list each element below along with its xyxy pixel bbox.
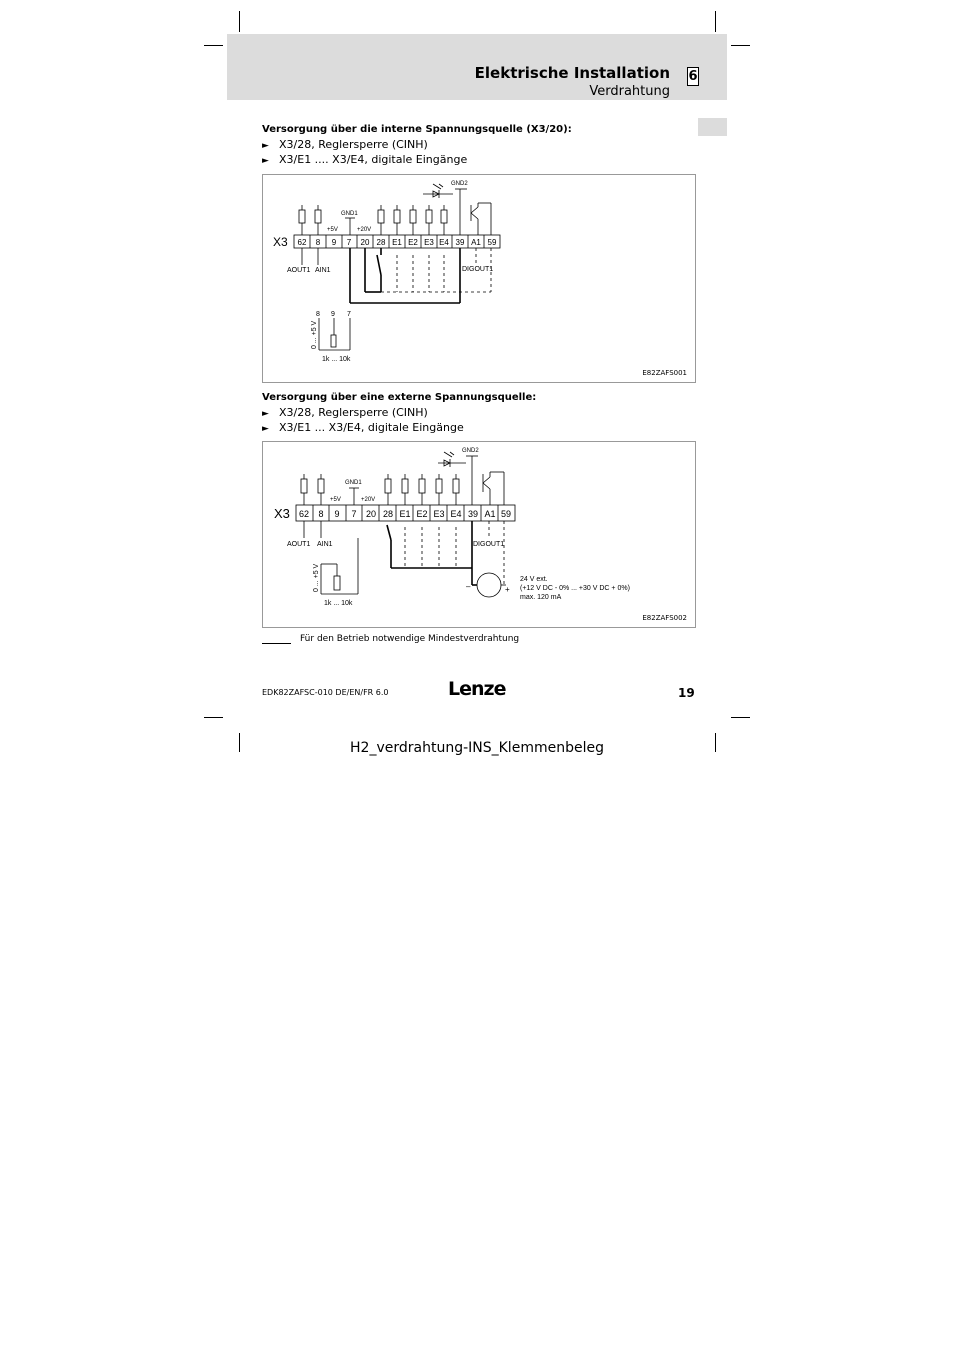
pot-range: 1k ... 10k bbox=[324, 600, 353, 607]
crop-mark bbox=[731, 45, 750, 46]
label-aout1: AOUT1 bbox=[287, 541, 311, 548]
terminal-label: 8 bbox=[318, 509, 324, 519]
terminal-label: 7 bbox=[346, 238, 352, 247]
terminal-label: E3 bbox=[433, 509, 445, 519]
label-gnd1: GND1 bbox=[341, 211, 358, 217]
supply-minus: – bbox=[466, 582, 471, 591]
section2-bullet-1: ► X3/28, Reglersperre (CINH) bbox=[262, 406, 428, 419]
terminal-label: 59 bbox=[500, 509, 512, 519]
terminal-label: E4 bbox=[439, 238, 449, 247]
connector-label: X3 bbox=[274, 506, 290, 521]
label-digout1: DIGOUT1 bbox=[462, 266, 494, 273]
file-label: H2_verdrahtung-INS_Klemmenbeleg bbox=[350, 740, 604, 756]
label-plus20v: +20V bbox=[361, 497, 376, 503]
crop-mark bbox=[204, 45, 223, 46]
terminal-label: 8 bbox=[315, 238, 321, 247]
label-ain1: AIN1 bbox=[315, 267, 331, 274]
label-gnd2: GND2 bbox=[451, 181, 468, 187]
terminal-label: E1 bbox=[392, 238, 402, 247]
terminal-label: 20 bbox=[360, 238, 370, 247]
terminal-label: E1 bbox=[399, 509, 411, 519]
connector-label: X3 bbox=[273, 235, 288, 249]
terminal-diagram-internal bbox=[263, 175, 695, 382]
section2-bullet-2: ► X3/E1 ... X3/E4, digitale Eingänge bbox=[262, 421, 464, 434]
bullet-arrow-icon: ► bbox=[262, 424, 269, 434]
chapter-number-badge: 6 bbox=[688, 69, 698, 84]
pot-voltage: 0 ... +5 V bbox=[313, 563, 320, 592]
label-ain1: AIN1 bbox=[317, 541, 333, 548]
label-aout1: AOUT1 bbox=[287, 267, 311, 274]
figure-code: E82ZAFS002 bbox=[642, 614, 687, 622]
label-digout1: DIGOUT1 bbox=[473, 541, 505, 548]
terminal-label: E3 bbox=[424, 238, 434, 247]
section-subtitle: Verdrahtung bbox=[589, 84, 670, 99]
page-number: 19 bbox=[678, 686, 695, 700]
terminal-label: A1 bbox=[471, 238, 481, 247]
bullet-arrow-icon: ► bbox=[262, 141, 269, 151]
label-gnd2: GND2 bbox=[462, 448, 479, 454]
terminal-diagram-external bbox=[263, 442, 695, 627]
pot-terminal: 7 bbox=[347, 311, 351, 318]
terminal-label: 39 bbox=[467, 509, 479, 519]
terminal-label: 9 bbox=[334, 509, 340, 519]
crop-mark bbox=[731, 717, 750, 718]
label-plus5v: +5V bbox=[330, 497, 341, 503]
terminal-label: 62 bbox=[297, 238, 307, 247]
terminal-label: 28 bbox=[376, 238, 386, 247]
terminal-label: 9 bbox=[331, 238, 337, 247]
label-gnd1: GND1 bbox=[345, 480, 362, 486]
terminal-label: 28 bbox=[382, 509, 394, 519]
terminal-label: 59 bbox=[487, 238, 497, 247]
supply-line-1: 24 V ext. bbox=[520, 576, 548, 583]
document-id: EDK82ZAFSC-010 DE/EN/FR 6.0 bbox=[262, 688, 389, 697]
section1-heading: Versorgung über die interne Spannungsquelle (X3/20): bbox=[262, 124, 572, 135]
pot-range: 1k ... 10k bbox=[322, 356, 351, 363]
supply-plus: + bbox=[505, 585, 510, 594]
terminal-label: 62 bbox=[298, 509, 310, 519]
pot-voltage: 0 ... +5 V bbox=[311, 320, 318, 349]
crop-mark bbox=[239, 11, 240, 32]
supply-line-2: (+12 V DC - 0% ... +30 V DC + 0%) bbox=[520, 585, 630, 592]
bullet-arrow-icon: ► bbox=[262, 409, 269, 419]
wiring-diagram-internal bbox=[262, 174, 696, 383]
legend-text: Für den Betrieb notwendige Mindestverdrahtung bbox=[300, 634, 520, 644]
legend-line-sample bbox=[262, 643, 291, 644]
crop-mark bbox=[715, 11, 716, 32]
terminal-label: 39 bbox=[455, 238, 465, 247]
lenze-logo: Lenze bbox=[448, 678, 506, 700]
pot-terminal: 8 bbox=[316, 311, 320, 318]
wiring-diagram-external bbox=[262, 441, 696, 628]
crop-mark bbox=[204, 717, 223, 718]
figure-code: E82ZAFS001 bbox=[642, 369, 687, 377]
section2-heading: Versorgung über eine externe Spannungsquelle: bbox=[262, 392, 537, 403]
terminal-label: A1 bbox=[484, 509, 496, 519]
supply-line-3: max. 120 mA bbox=[520, 594, 562, 601]
chapter-title: Elektrische Installation bbox=[474, 64, 670, 82]
bullet-arrow-icon: ► bbox=[262, 156, 269, 166]
terminal-label: 20 bbox=[365, 509, 377, 519]
terminal-label: E2 bbox=[416, 509, 428, 519]
terminal-label: 7 bbox=[351, 509, 357, 519]
section1-bullet-1: ► X3/28, Reglersperre (CINH) bbox=[262, 138, 428, 151]
pot-terminal: 9 bbox=[331, 311, 335, 318]
terminal-label: E2 bbox=[408, 238, 418, 247]
label-plus5v: +5V bbox=[327, 227, 338, 233]
label-plus20v: +20V bbox=[357, 227, 372, 233]
terminal-label: E4 bbox=[450, 509, 462, 519]
section1-bullet-2: ► X3/E1 .... X3/E4, digitale Eingänge bbox=[262, 153, 468, 166]
side-tab-marker bbox=[698, 118, 727, 136]
